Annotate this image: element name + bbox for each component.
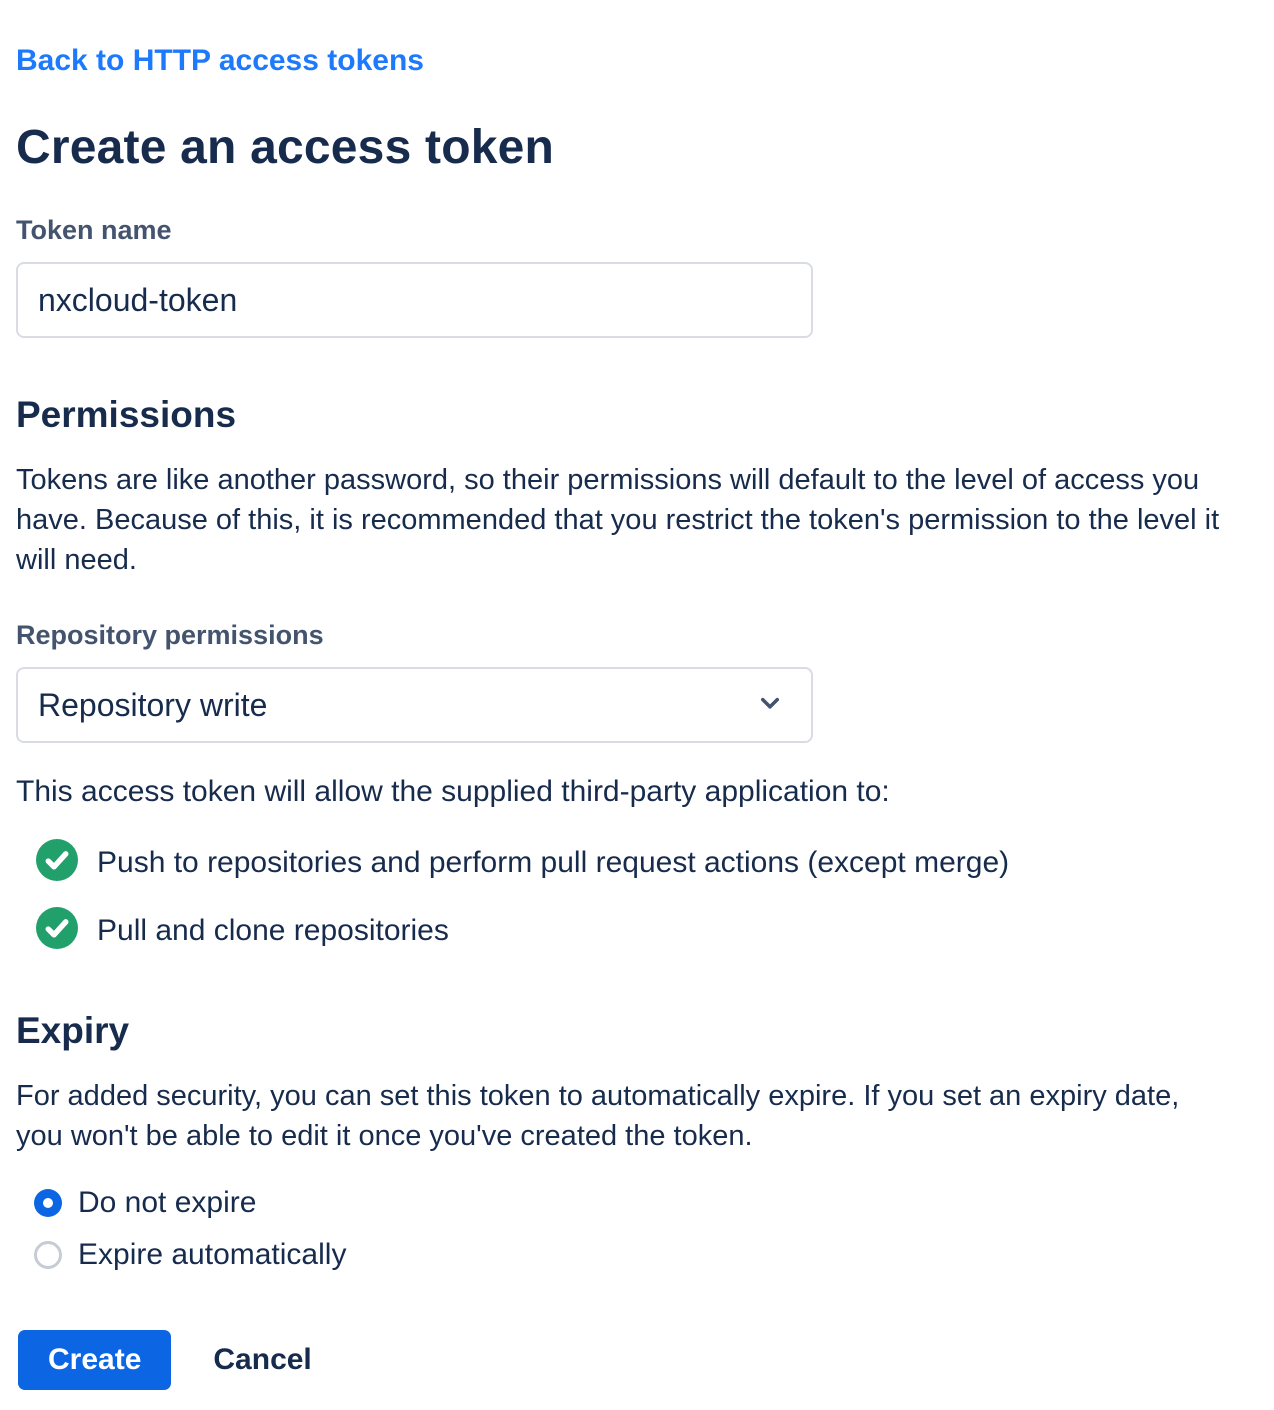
capability-text: Pull and clone repositories — [97, 913, 449, 947]
radio-do-not-expire[interactable] — [34, 1186, 1242, 1220]
radio-label: Do not expire — [78, 1186, 257, 1219]
capability-item — [36, 907, 1242, 954]
allow-intro-text: This access token will allow the supplied third-party application to: — [16, 775, 890, 808]
capability-item — [36, 839, 1242, 886]
radio-button-icon — [34, 1241, 62, 1269]
token-name-input[interactable] — [16, 262, 813, 338]
create-button[interactable]: Create — [18, 1330, 171, 1390]
check-circle-icon — [36, 907, 78, 954]
cancel-button[interactable]: Cancel — [213, 1343, 312, 1376]
repository-permissions-select[interactable] — [16, 667, 813, 743]
permissions-description: Tokens are like another password, so their permissions will default to the level of access you have. Because of this, it is recommended that you restrict the token's permission to the level it will need. — [16, 464, 1220, 576]
chevron-down-icon — [755, 688, 785, 723]
expiry-heading: Expiry — [16, 1010, 130, 1051]
repository-permissions-label: Repository permissions — [16, 620, 324, 650]
radio-label: Expire automatically — [78, 1238, 347, 1271]
expiry-description: For added security, you can set this token to automatically expire. If you set an expiry date, you won't be able to edit it once you've created the token. — [16, 1080, 1180, 1152]
page-title: Create an access token — [16, 121, 555, 174]
capability-list — [16, 839, 1242, 954]
form-actions — [18, 1330, 1242, 1390]
radio-button-icon — [34, 1189, 62, 1217]
back-to-http-access-tokens-link[interactable]: Back to HTTP access tokens — [16, 44, 424, 77]
check-circle-icon — [36, 839, 78, 886]
repository-permissions-selected-value: Repository write — [38, 686, 268, 723]
capability-text: Push to repositories and perform pull request actions (except merge) — [97, 845, 1010, 879]
permissions-heading: Permissions — [16, 394, 237, 435]
expiry-radio-group — [16, 1186, 1242, 1272]
token-name-label: Token name — [16, 215, 172, 245]
radio-expire-automatically[interactable] — [34, 1238, 1242, 1272]
